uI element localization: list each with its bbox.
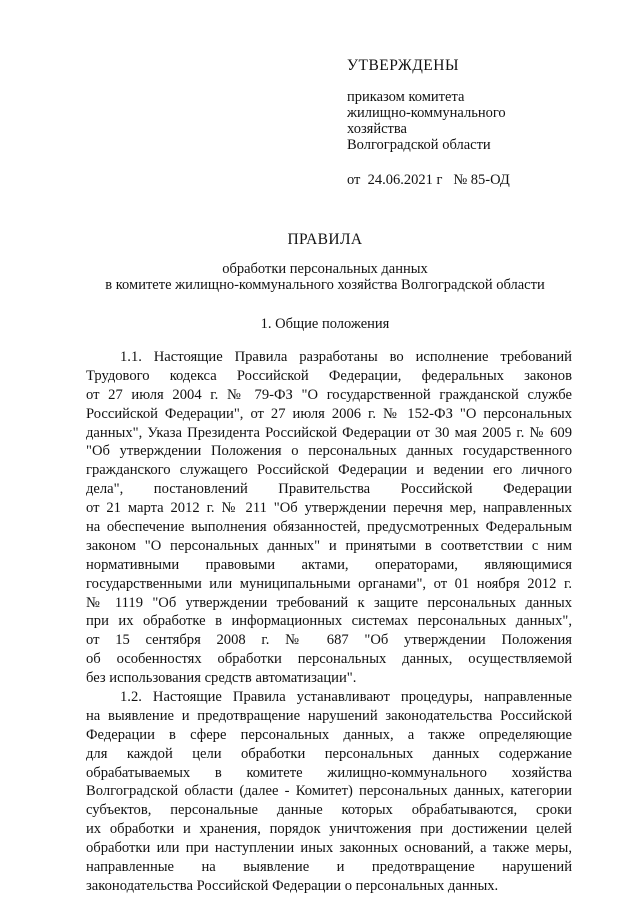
text-line: их обработки и хранения, порядок уничтожения при достижении целей <box>86 821 572 838</box>
approval-date-line <box>347 172 607 188</box>
paragraph-1-2 <box>86 688 572 896</box>
text-line: на выявление и предотвращение нарушений законодательства Российской <box>86 707 572 724</box>
paragraph-1-1 <box>86 348 572 688</box>
text-line: дела", постановлений Правительства Российской Федерации <box>86 481 572 498</box>
text-line: 1.1. Настоящие Правила разработаны во исполнение требований <box>120 349 572 365</box>
approval-stamp <box>347 58 607 188</box>
text-line: без использования средств автоматизации". <box>86 670 357 687</box>
text-line: "Об утверждении Положения о персональных данных государственного <box>86 443 572 460</box>
approval-line: приказом комитета <box>347 89 465 105</box>
text-line: гражданского служащего Российской Федерации и ведении его личного <box>86 462 572 479</box>
text-line: от 27 июля 2004 г. № 79-ФЗ "О государственной гражданской службе <box>86 386 572 403</box>
document-subtitle: в комитете жилищно-коммунального хозяйства Волгоградской области <box>105 277 545 293</box>
approval-line: Волгоградской области <box>347 137 491 153</box>
text-line: законодательства Российской Федерации о персональных данных. <box>86 877 499 894</box>
approval-line: хозяйства <box>347 121 407 137</box>
document-body <box>86 348 572 896</box>
text-line: от 15 сентября 2008 г. № 687 "Об утверждении Положения <box>86 632 572 649</box>
text-line: об особенностях обработки персональных данных, осуществляемой <box>86 651 572 668</box>
text-line: обработки или при наступлении иных законных оснований, а также меры, <box>86 840 572 857</box>
text-line: 1.2. Настоящие Правила устанавливают процедуры, направленные <box>120 689 572 706</box>
text-line: № 1119 "Об утверждении требований к защите персональных данных <box>86 594 572 611</box>
approval-number: № 85-ОД <box>453 172 510 188</box>
approval-heading: УТВЕРЖДЕНЫ <box>347 57 459 74</box>
text-line: Федерации в сфере персональных данных, а также определяющие <box>86 726 572 743</box>
text-line: нормативными правовыми актами, операторами, являющимися <box>86 556 572 573</box>
text-line: Трудового кодекса Российской Федерации, федеральных законов <box>86 367 572 384</box>
text-line: при их обработке в информационных системах персональных данных", <box>86 613 572 630</box>
document-title: ПРАВИЛА <box>287 231 363 248</box>
approval-line: жилищно-коммунального <box>347 105 506 121</box>
document-title-block <box>60 232 590 332</box>
text-line: от 21 марта 2012 г. № 211 "Об утверждении перечня мер, направленных <box>86 500 572 517</box>
text-line: государственными или муниципальными органами", от 01 ноября 2012 г. <box>86 575 572 592</box>
text-line: для каждой цели обработки персональных данных содержание <box>86 745 572 762</box>
text-line: Волгоградской области (далее - Комитет) персональных данных, категории <box>86 783 572 800</box>
text-line: субъектов, персональные данные которых обрабатываются, сроки <box>86 802 572 819</box>
text-line: на обеспечение выполнения обязанностей, предусмотренных Федеральным <box>86 519 572 536</box>
text-line: направленные на выявление и предотвращение нарушений <box>86 859 572 876</box>
text-line: Российской Федерации", от 27 июля 2006 г. № 152-ФЗ "О персональных <box>86 405 572 422</box>
document-subtitle: обработки персональных данных <box>222 261 428 277</box>
section-heading: 1. Общие положения <box>260 316 390 332</box>
text-line: данных", Указа Президента Российской Федерации от 30 мая 2005 г. № 609 <box>86 424 572 441</box>
approval-date: от 24.06.2021 г <box>347 172 443 188</box>
text-line: законом "О персональных данных" и принятыми в соответствии с ним <box>86 537 572 554</box>
text-line: обрабатываемых в комитете жилищно-коммунального хозяйства <box>86 764 572 781</box>
